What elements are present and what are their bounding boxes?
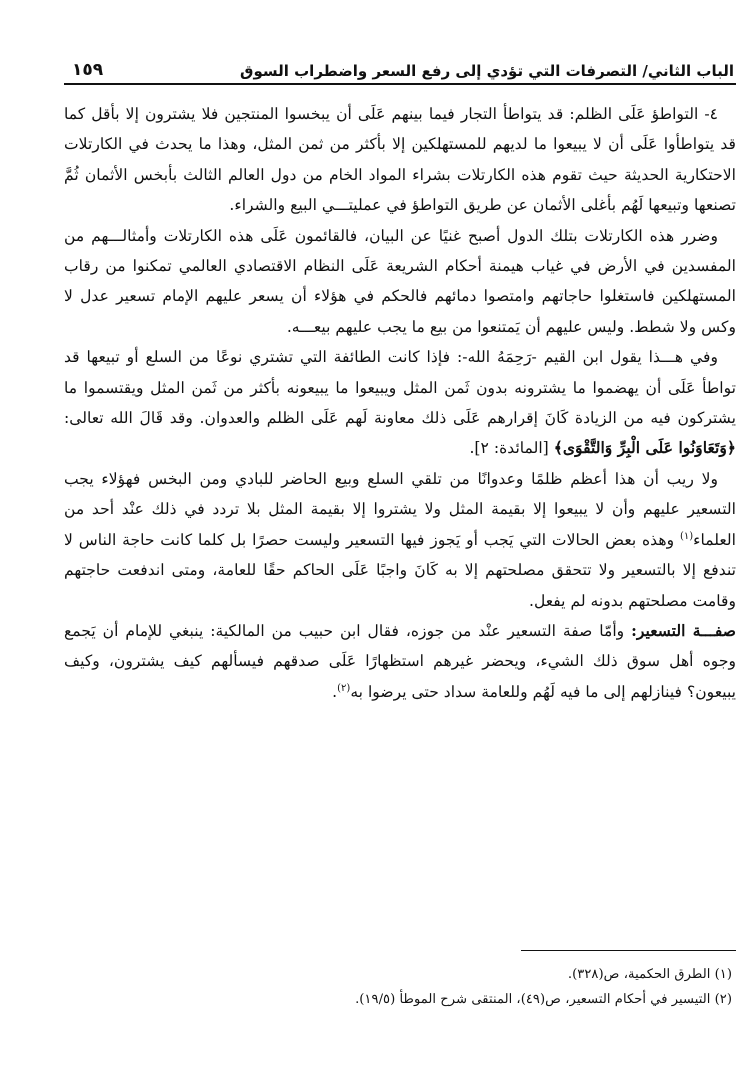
paragraph-ibn-qayyim-quote [64, 342, 736, 464]
paragraph-text: ولا ريب أن هذا أعظم ظلمًا وعدوانًا من تلقي السلع وبيع الحاضر للبادي ومن البخس فهؤلاء يجب التسعير عليهم وأن لا يبيعوا إلا بقيمة المثل ولا يشتروا إلا بقيمة المثل بلا تردد في ذلك عنْد أحد من العلماء [64, 469, 736, 549]
inline-heading: صفـــة التسعير: [631, 620, 736, 640]
footnote-2: (٢) التيسير في أحكام التسعير، ص(٤٩)، المنتقى شرح الموطأ (١٩/٥). [355, 992, 732, 1007]
footnote-ref-2[interactable]: (٢) [337, 682, 351, 694]
book-page [64, 52, 736, 1052]
paragraph-no-doubt [64, 464, 736, 616]
quote-text: وفي هـــذا يقول ابن القيم -رَحِمَهُ الله-: فإذا كانت الطائفة التي تشتري نوعًا من السلع أو تبيعها قد تواطأ عَلَى أن يهضموا ما يشترونه بدون ثَمن المثل ويبيعوا ما يبيعونه بأكثر من ثَمن المثل ويقتسموا ما يشتركون فيه من الزيادة كَانَ إقرارهم عَلَى ذلك معاونة لَهم عَلَى الظلم والعدوان. وقد قَالَ الله تعالى: [64, 348, 736, 428]
verse-citation: [المائدة: ٢]. [469, 439, 549, 458]
paragraph-text: وأمّا صفة التسعير عنْد من جوزه، فقال ابن حبيب من المالكية: ينبغي للإمام أن يَجمع وجوه أهل سوق ذلك الشيء، ويحضر غيرهم استظهارًا عَلَى صدقهم فيسألهم كيف يشترون، وكيف يبيعون؟ فينازلهم إلى ما فيه لَهُم وللعامة سداد حتى يرضوا به [64, 621, 736, 701]
running-header [64, 52, 736, 85]
main-text [64, 99, 736, 707]
page-number: ١٥٩ [72, 60, 104, 80]
paragraph-end: . [332, 682, 338, 701]
paragraph-cartel-harm: وضرر هذه الكارتلات بتلك الدول أصبح غنيًا عن البيان، فالقائمون عَلَى هذه الكارتلات وأمثالـــهم من المفسدين في الأرض في غياب هيمنة أحكام الشريعة عَلَى النظام الاقتصادي العالمي تمكنوا من رقاب المستهلكين فاستغلوا حاجاتهم وامتصوا دمائهم فالحكم في هؤلاء أن يسعر عليهم الإمام تسعير عدل لا وكس ولا شطط. وليس عليهم أن يَمتنعوا من بيع ما يجب عليهم بيعـــه. [64, 226, 736, 336]
paragraph-collusion: ٤- التواطؤ عَلَى الظلم: قد يتواطأ التجار فيما بينهم عَلَى أن يبخسوا المنتجين فلا يشترون إلا بأقل كما قد يتواطأوا عَلَى أن لا يبيعوا ما لديهم للمستهلكين إلا بأكثر من ثمن المثل، وهذا ما يحدث في الكارتلات الاحتكارية الحديثة حيث تقوم هذه الكارتلات بشراء المواد الخام من دول العالم الثالث بأبخس الأثمان ثُمَّ تصنعها وتبيعها لَهُم بأغلى الأثمان عن طريق التواطؤ في عمليتـــي البيع والشراء. [64, 105, 736, 215]
chapter-title: الباب الثاني/ التصرفات التي تؤدي إلى رفع السعر واضطراب السوق [240, 62, 734, 80]
footnote-1: (١) الطرق الحكمية، ص(٣٢٨). [567, 967, 732, 982]
paragraph-text: وهذه بعض الحالات التي يَجب أو يَجوز فيها التسعير وليست حصرًا بل كلما كانت حاجة الناس لا تندفع إلا بالتسعير ولا تتحقق مصلحتهم إلا به كَانَ واجبًا عَلَى الحاكم حقًا للعامة، ومتى اندفعت حاجتهم وقامت مصلحتهم بدونه لم يفعل. [64, 530, 736, 610]
paragraph-pricing-method [64, 616, 736, 707]
footnote-divider [521, 950, 736, 951]
footnote-ref-1[interactable]: (١) [679, 530, 694, 542]
quran-verse: ﴿وَتَعَاوَنُوا عَلَى الْبِرِّ وَالتَّقْوَى﴾ [553, 438, 736, 458]
footnotes [68, 962, 732, 1012]
